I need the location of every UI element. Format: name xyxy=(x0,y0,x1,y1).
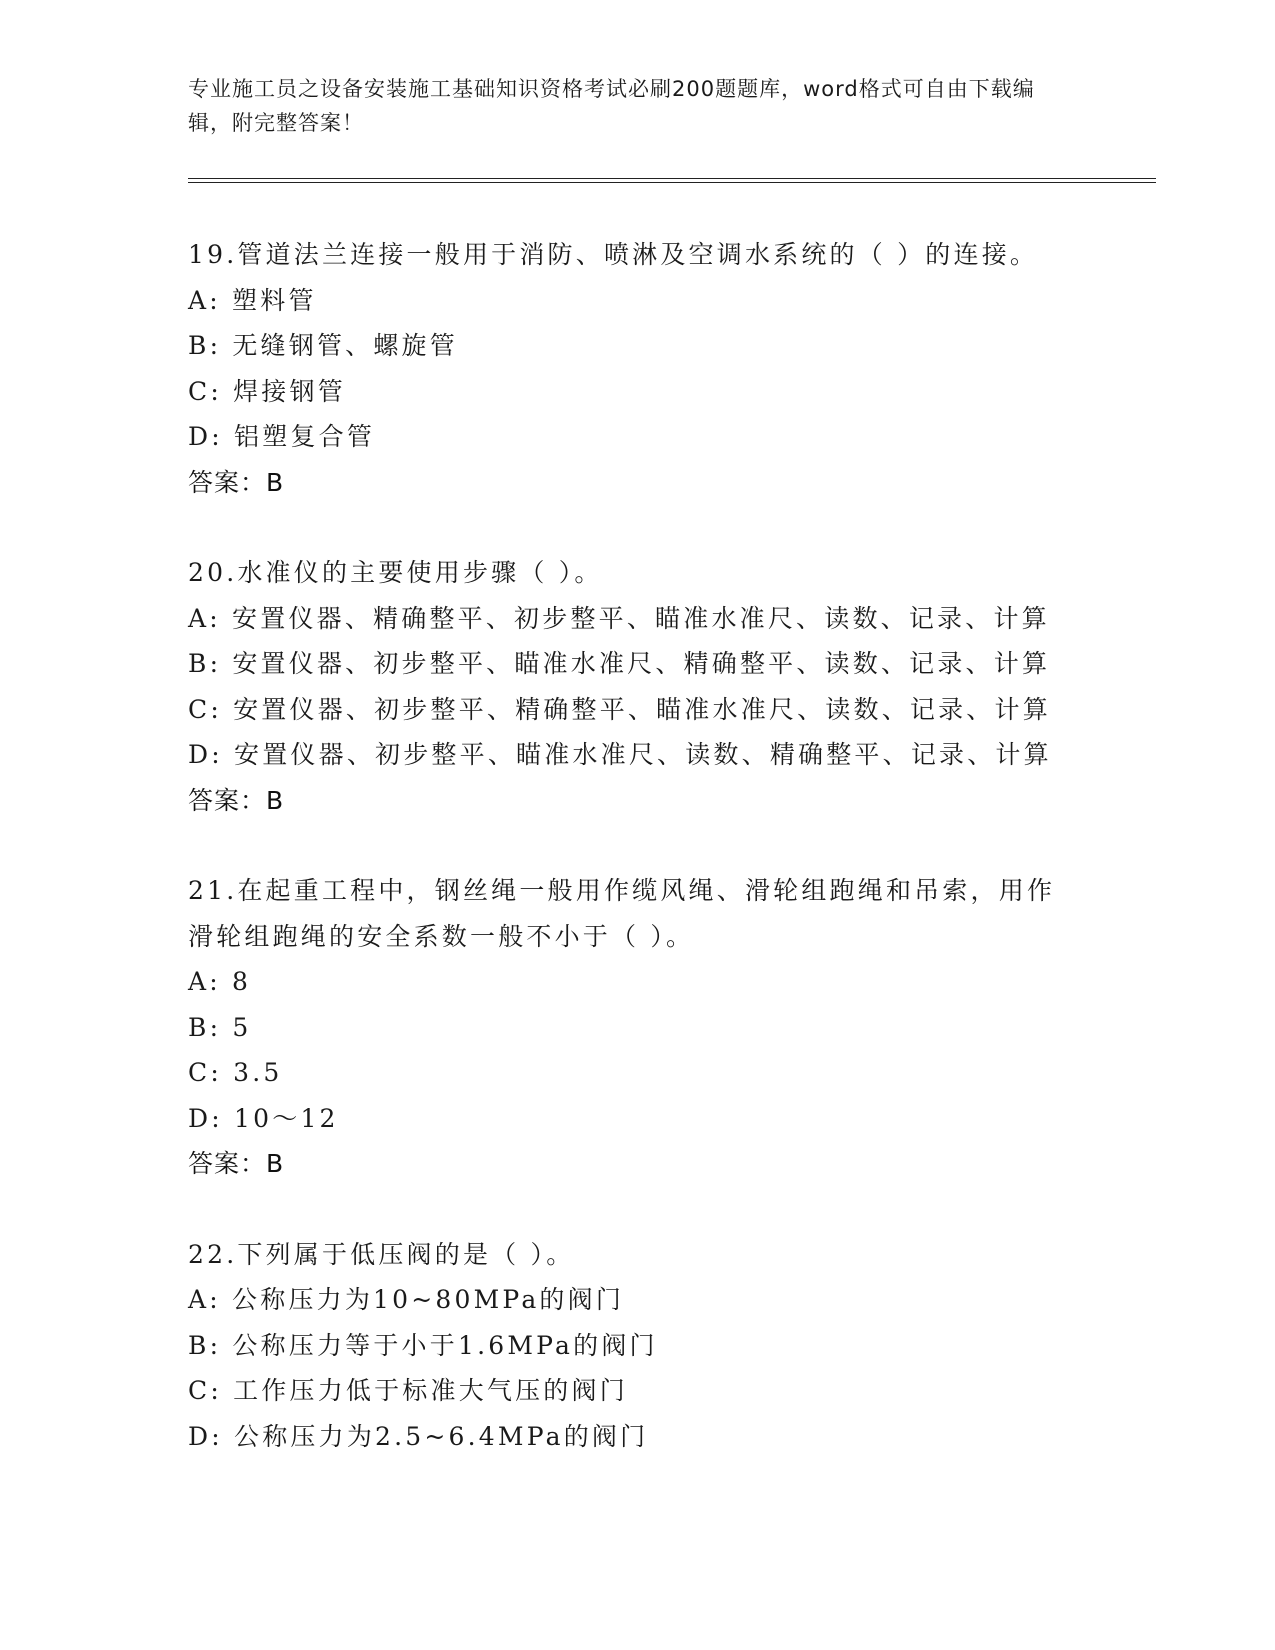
answer-label: 答案：B xyxy=(188,1149,285,1178)
option-a xyxy=(188,596,1088,642)
option-letter: D: xyxy=(188,1421,223,1451)
option-text: 公称压力为10~80MPa的阀门 xyxy=(232,1285,625,1314)
option-letter: D: xyxy=(188,1103,223,1133)
option-letter: B: xyxy=(188,1330,222,1360)
question-stem: 21.在起重工程中，钢丝绳一般用作缆风绳、滑轮组跑绳和吊索，用作滑轮组跑绳的安全系数一般不小于（ ）。 xyxy=(188,876,1056,951)
question-stem: 22.下列属于低压阀的是（ ）。 xyxy=(188,1239,575,1269)
option-letter: B: xyxy=(188,1012,222,1042)
option-d xyxy=(188,732,1088,778)
option-text: 铝塑复合管 xyxy=(234,422,376,451)
option-letter: A: xyxy=(188,285,221,315)
option-letter: C: xyxy=(188,694,222,724)
option-text: 5 xyxy=(232,1012,252,1042)
option-d xyxy=(188,1096,1088,1142)
header-divider xyxy=(188,178,1156,183)
option-c xyxy=(188,1368,1088,1414)
option-text: 公称压力等于小于1.6MPa的阀门 xyxy=(232,1330,658,1360)
answer-label: 答案：B xyxy=(188,467,285,497)
question-20 xyxy=(188,550,1088,823)
option-a xyxy=(188,1277,1088,1323)
option-text: 焊接钢管 xyxy=(233,376,346,406)
option-letter: A: xyxy=(188,967,221,996)
question-21 xyxy=(188,868,1088,1187)
option-text: 无缝钢管、螺旋管 xyxy=(232,331,458,360)
option-text: 安置仪器、初步整平、瞄准水准尺、读数、精确整平、记录、计算 xyxy=(234,740,1052,769)
option-text: 工作压力低于标准大气压的阀门 xyxy=(233,1376,628,1405)
option-d xyxy=(188,1414,1088,1460)
option-b xyxy=(188,323,1088,369)
answer-label: 答案：B xyxy=(188,785,285,815)
option-text: 8 xyxy=(232,967,252,996)
option-c xyxy=(188,687,1088,733)
option-b xyxy=(188,1005,1088,1051)
option-text: 公称压力为2.5~6.4MPa的阀门 xyxy=(234,1421,649,1451)
option-letter: A: xyxy=(188,603,221,633)
option-a xyxy=(188,278,1088,324)
option-letter: A: xyxy=(188,1285,221,1314)
option-letter: B: xyxy=(188,649,222,678)
option-text: 塑料管 xyxy=(232,285,317,315)
option-b xyxy=(188,641,1088,687)
option-text: 安置仪器、初步整平、精确整平、瞄准水准尺、读数、记录、计算 xyxy=(233,694,1051,724)
option-letter: C: xyxy=(188,1058,222,1087)
option-c xyxy=(188,1050,1088,1096)
document-header: 专业施工员之设备安装施工基础知识资格考试必刷200题题库，word格式可自由下载编辑，附完整答案！ xyxy=(188,77,1035,135)
option-a xyxy=(188,959,1088,1005)
option-letter: D: xyxy=(188,422,223,451)
option-letter: C: xyxy=(188,376,222,406)
option-letter: C: xyxy=(188,1376,222,1405)
option-text: 安置仪器、精确整平、初步整平、瞄准水准尺、读数、记录、计算 xyxy=(232,603,1050,633)
option-b xyxy=(188,1323,1088,1369)
question-22 xyxy=(188,1232,1088,1460)
option-letter: D: xyxy=(188,740,223,769)
option-text: 安置仪器、初步整平、瞄准水准尺、精确整平、读数、记录、计算 xyxy=(232,649,1051,678)
option-text: 10～12 xyxy=(234,1103,339,1133)
question-stem: 19.管道法兰连接一般用于消防、喷淋及空调水系统的（ ）的连接。 xyxy=(188,240,1039,269)
option-d xyxy=(188,414,1088,460)
option-letter: B: xyxy=(188,331,222,360)
option-text: 3.5 xyxy=(233,1058,283,1087)
question-stem: 20.水准仪的主要使用步骤（ ）。 xyxy=(188,558,603,587)
question-19 xyxy=(188,232,1088,505)
question-list xyxy=(188,232,1088,1504)
option-c xyxy=(188,369,1088,415)
